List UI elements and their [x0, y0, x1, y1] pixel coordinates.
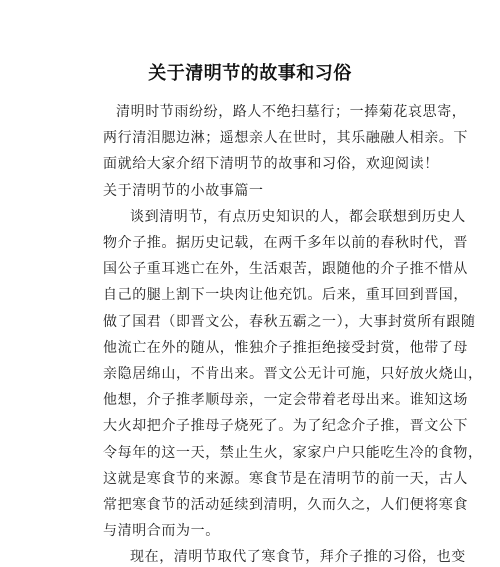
body-line: 亲隐居绵山，不肯出来。晋文公无计可施，只好放火烧山，: [103, 366, 483, 382]
body-line: 谈到清明节，有点历史知识的人，都会联想到历史人: [130, 208, 466, 225]
body-line: 两行清泪腮边淋；遥想亲人在世时，其乐融融人相亲。下: [103, 130, 468, 147]
body-line: 现在，清明节取代了寒食节，拜介子推的习俗，也变: [130, 549, 466, 566]
body-line: 大火却把介子推母子烧死了。为了纪念介子推，晋文公下: [103, 418, 468, 435]
body-line: 他流亡在外的随从，惟独介子推拒绝接受封赏，他带了母: [103, 339, 468, 356]
body-line: 清明时节雨纷纷，路人不绝扫墓行；一捧菊花哀思寄，: [116, 104, 467, 120]
section-heading: 关于清明节的小故事篇一: [103, 182, 264, 199]
body-line: 自己的腿上割下一块肉让他充饥。后来，重耳回到晋国，: [103, 287, 468, 304]
body-line: 令每年的这一天，禁止生火，家家户户只能吃生冷的食物，: [103, 444, 483, 461]
body-line: 他想，介子推孝顺母亲，一定会带着老母出来。谁知这场: [103, 392, 468, 409]
body-line: 这就是寒食节的来源。寒食节是在清明节的前一天，古人: [103, 470, 468, 487]
body-line: 与清明合而为一。: [103, 523, 220, 540]
body-line: 面就给大家介绍下清明节的故事和习俗，欢迎阅读！: [103, 156, 439, 173]
body-line: 物介子推。据历史记载，在两千多年以前的春秋时代，晋: [103, 235, 468, 251]
body-line: 做了国君（即晋文公，春秋五霸之一），大事封赏所有跟随: [103, 313, 476, 330]
body-line: 常把寒食节的活动延续到清明，久而久之，人们便将寒食: [103, 497, 468, 513]
body-line: 国公子重耳逃亡在外，生活艰苦，跟随他的介子推不惜从: [103, 261, 468, 278]
document-title: 关于清明节的故事和习俗: [148, 63, 352, 84]
